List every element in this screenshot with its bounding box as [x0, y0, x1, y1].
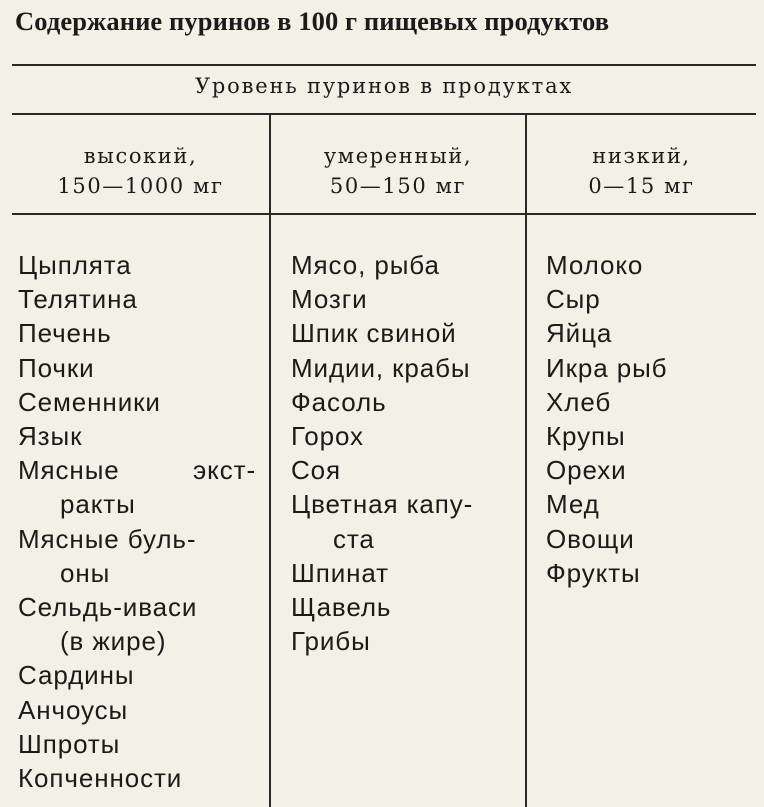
column-header-moderate-line1: умеренный, [323, 144, 473, 168]
list-item: Телятина [18, 284, 138, 315]
list-item: Мидии, крабы [291, 352, 471, 383]
column-header-high [12, 141, 269, 201]
list-item: Шпинат [291, 557, 389, 588]
list-item-word: экст- [193, 455, 256, 486]
list-item-word: Мясные [18, 455, 120, 486]
list-item: Язык [18, 421, 83, 452]
list-item: Грибы [291, 626, 371, 657]
list-item-continuation: ракты [60, 489, 136, 520]
list-item: Фасоль [291, 386, 387, 417]
list-item: Копченности [18, 763, 183, 794]
list-item: Соя [291, 455, 342, 486]
list-item: Почки [18, 352, 95, 383]
column-divider-1 [269, 113, 271, 807]
column-high-list [18, 248, 256, 795]
list-item: Семенники [18, 386, 161, 417]
group-header-rule [12, 113, 756, 115]
column-header-high-line2: 150—1000 мг [57, 174, 224, 198]
column-header-high-line1: высокий, [83, 144, 198, 168]
list-item: Крупы [546, 421, 626, 452]
list-item: Анчоусы [18, 694, 129, 725]
list-item: Щавель [291, 592, 392, 623]
list-item-continuation: оны [60, 557, 111, 588]
list-item-continuation: (в жире) [60, 626, 167, 657]
column-divider-2 [525, 113, 527, 807]
list-item: Горох [291, 421, 364, 452]
column-header-low-line1: низкий, [592, 144, 691, 168]
column-header-low-line2: 0—15 мг [588, 174, 695, 198]
list-item: Сельдь-иваси [18, 592, 198, 623]
group-header: Уровень пуринов в продуктах [194, 74, 574, 98]
list-item: Цыплята [18, 250, 132, 280]
list-item: Сардины [18, 660, 135, 691]
list-item: Молоко [546, 250, 644, 280]
list-item: Мед [546, 489, 600, 520]
list-item-continuation: ста [333, 523, 375, 554]
list-item: Мясо, рыба [291, 250, 440, 280]
column-moderate-list [291, 248, 473, 658]
list-item: Яйца [546, 318, 613, 349]
column-header-moderate-line2: 50—150 мг [329, 174, 467, 198]
list-item: Шпик свиной [291, 318, 457, 349]
column-header-moderate [271, 141, 525, 201]
column-header-rule [12, 213, 756, 215]
list-item: Икра рыб [546, 352, 668, 383]
list-item: Шпроты [18, 728, 121, 759]
list-item: Фрукты [546, 557, 641, 588]
list-item: Мозги [291, 284, 368, 315]
list-item: Печень [18, 318, 112, 349]
column-low-list [546, 248, 667, 590]
list-item: Овощи [546, 523, 635, 554]
list-item: Орехи [546, 455, 627, 486]
table-top-rule [12, 64, 756, 66]
list-item: Мясные буль- [18, 523, 197, 554]
list-item: Цветная капу- [291, 489, 474, 520]
column-header-low [527, 141, 756, 201]
page-title: Содержание пуринов в 100 г пищевых продуктов [15, 6, 610, 36]
list-item: Сыр [546, 284, 601, 315]
list-item: Хлеб [546, 386, 612, 417]
list-item [18, 453, 256, 487]
